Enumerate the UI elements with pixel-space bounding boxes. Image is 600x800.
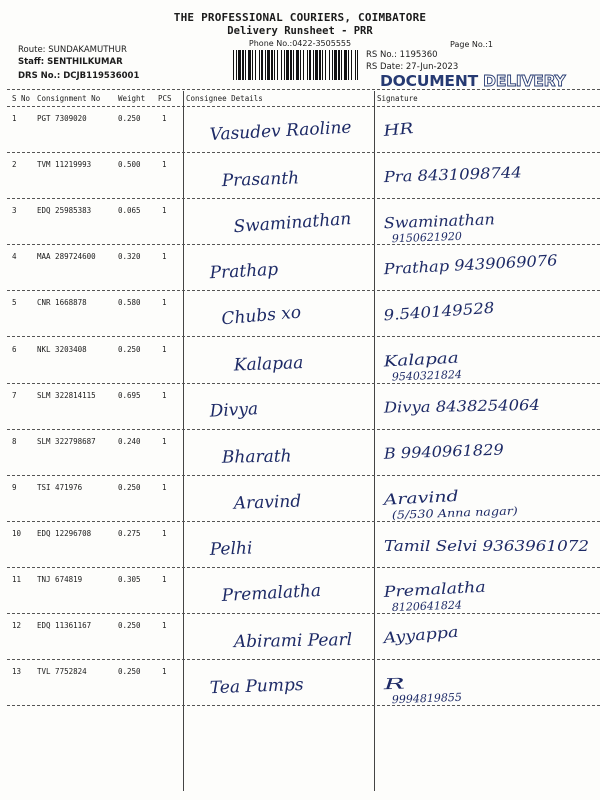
row-serial-number: 8 [12,436,17,446]
page-number: Page No.:1 [450,40,493,49]
handwritten-signature: Ayyappa [382,623,449,648]
row-weight: 0.250 [118,114,141,123]
column-header-consignment: Consignment No [37,94,101,103]
handwritten-consignee-name: Kalapaa [233,353,304,376]
column-header-sno: S No [12,94,31,103]
handwritten-signature: HR [382,119,409,140]
stamp-solid-text: DOCUMENT [380,72,478,90]
row-consignment-number: SLM 322798687 [37,436,96,446]
row-serial-number: 11 [12,575,22,584]
stamp-outline-text: DELIVERY [483,72,566,90]
row-consignment-number: TVL 7752824 [37,667,87,677]
row-serial-number: 2 [12,160,17,170]
handwritten-signature: Divya 8438254064 [383,396,527,417]
row-pieces: 1 [162,482,167,492]
handwritten-signature: Pra 8431098744 [383,163,511,187]
rs-date: RS Date: 27-Jun-2023 [366,62,459,72]
row-pieces: 1 [162,667,167,677]
row-weight: 0.250 [118,621,141,631]
row-pieces: 1 [162,575,167,584]
row-weight: 0.275 [118,528,141,538]
handwritten-signature: 9.540149528 [383,299,485,325]
handwritten-signature: R [383,674,396,694]
row-serial-number: 5 [12,298,17,308]
row-pieces: 1 [162,160,167,170]
row-consignment-number: CNR 1668878 [37,298,87,308]
handwritten-consignee-name: Pelhi [209,538,253,560]
handwritten-signature: Tamil Selvi 9363961072 [384,536,589,555]
row-separator [7,152,600,153]
row-consignment-number: TNJ 674819 [37,575,83,584]
row-pieces: 1 [162,621,167,631]
row-separator [7,521,600,522]
header-rule-bottom [7,106,600,107]
handwritten-consignee-name: Prathap [209,259,279,284]
row-consignment-number: EDQ 11361167 [37,621,92,631]
staff-label: Staff: SENTHILKUMAR [18,57,123,67]
row-serial-number: 6 [12,344,17,354]
row-serial-number: 13 [12,667,22,677]
row-weight: 0.250 [118,667,141,677]
row-serial-number: 7 [12,390,17,400]
row-consignment-number: EDQ 12296708 [37,528,92,538]
row-separator [7,567,600,568]
handwritten-note: 8120641824 [391,598,463,614]
route-label: Route: SUNDAKAMUTHUR [18,45,127,55]
row-weight: 0.305 [118,575,141,584]
row-pieces: 1 [162,206,167,216]
handwritten-signature: B 9940961829 [383,440,496,463]
company-title: THE PROFESSIONAL COURIERS, COIMBATORE [173,11,427,24]
row-separator [7,244,600,245]
row-separator [7,705,600,706]
sheet-subtitle: Delivery Runsheet - PRR [227,25,373,37]
row-separator [7,429,600,430]
handwritten-note: 9994819855 [391,690,463,707]
row-weight: 0.500 [118,160,141,170]
row-pieces: 1 [162,114,167,123]
row-serial-number: 10 [12,528,22,538]
row-pieces: 1 [162,390,167,400]
row-separator [7,475,600,476]
row-separator [7,659,600,660]
row-consignment-number: MAA 289724600 [37,252,96,262]
row-weight: 0.065 [118,206,141,216]
row-consignment-number: TVM 11219993 [37,160,92,170]
row-pieces: 1 [162,528,167,538]
handwritten-signature: Swaminathan [383,210,489,233]
column-header-weight: Weight [118,94,146,103]
column-divider-consignee [183,91,184,791]
column-divider-signature [374,91,375,791]
row-consignment-number: SLM 322814115 [37,390,96,400]
drs-number: DRS No.: DCJB119536001 [18,71,140,81]
handwritten-signature: Premalatha [383,578,472,601]
row-pieces: 1 [162,298,167,308]
row-consignment-number: TSI 471976 [37,482,83,492]
barcode-graphic [233,50,358,80]
row-serial-number: 4 [12,252,17,262]
phone-number: Phone No.:0422-3505555 [248,39,352,48]
header-rule-top [7,89,600,90]
row-weight: 0.240 [118,436,141,446]
row-weight: 0.695 [118,390,141,400]
handwritten-signature: Aravind [383,487,444,509]
row-weight: 0.250 [118,482,141,492]
handwritten-consignee-name: Premalatha [221,580,322,606]
handwritten-consignee-name: Prasanth [221,168,300,192]
row-serial-number: 1 [12,114,17,123]
column-header-consignee: Consignee Details [186,94,263,103]
document-delivery-stamp [380,72,566,90]
handwritten-note: 9540321824 [391,368,463,384]
handwritten-consignee-name: Abirami Pearl [233,630,353,653]
row-separator [7,290,600,291]
handwritten-consignee-name: Aravind [233,491,302,514]
handwritten-consignee-name: Divya [209,399,259,422]
row-pieces: 1 [162,436,167,446]
rs-number: RS No.: 1195360 [366,50,438,60]
row-pieces: 1 [162,252,167,262]
row-weight: 0.580 [118,298,141,308]
handwritten-signature: Kalapaa [383,349,446,371]
row-separator [7,383,600,384]
handwritten-note: (5/530 Anna nagar) [391,505,501,522]
row-separator [7,336,600,337]
handwritten-consignee-name: Vasudev Raoline [209,117,352,145]
row-pieces: 1 [162,344,167,354]
row-weight: 0.250 [118,344,141,354]
handwritten-note: 9150621920 [391,229,463,246]
row-consignment-number: NKL 3203408 [37,344,87,354]
row-consignment-number: EDQ 25985383 [37,206,92,216]
row-serial-number: 3 [12,206,17,216]
row-serial-number: 9 [12,482,17,492]
handwritten-consignee-name: Swaminathan [232,209,352,238]
row-weight: 0.320 [118,252,141,262]
row-consignment-number: PGT 7309020 [37,114,87,123]
handwritten-consignee-name: Tea Pumps [209,674,304,699]
column-header-signature: Signature [377,94,418,103]
row-separator [7,198,600,199]
row-serial-number: 12 [12,621,22,631]
row-separator [7,613,600,614]
handwritten-consignee-name: Chubs xo [220,302,302,330]
column-header-pcs: PCS [158,94,172,103]
handwritten-signature: Prathap 9439069076 [383,251,545,279]
handwritten-consignee-name: Bharath [221,446,292,468]
